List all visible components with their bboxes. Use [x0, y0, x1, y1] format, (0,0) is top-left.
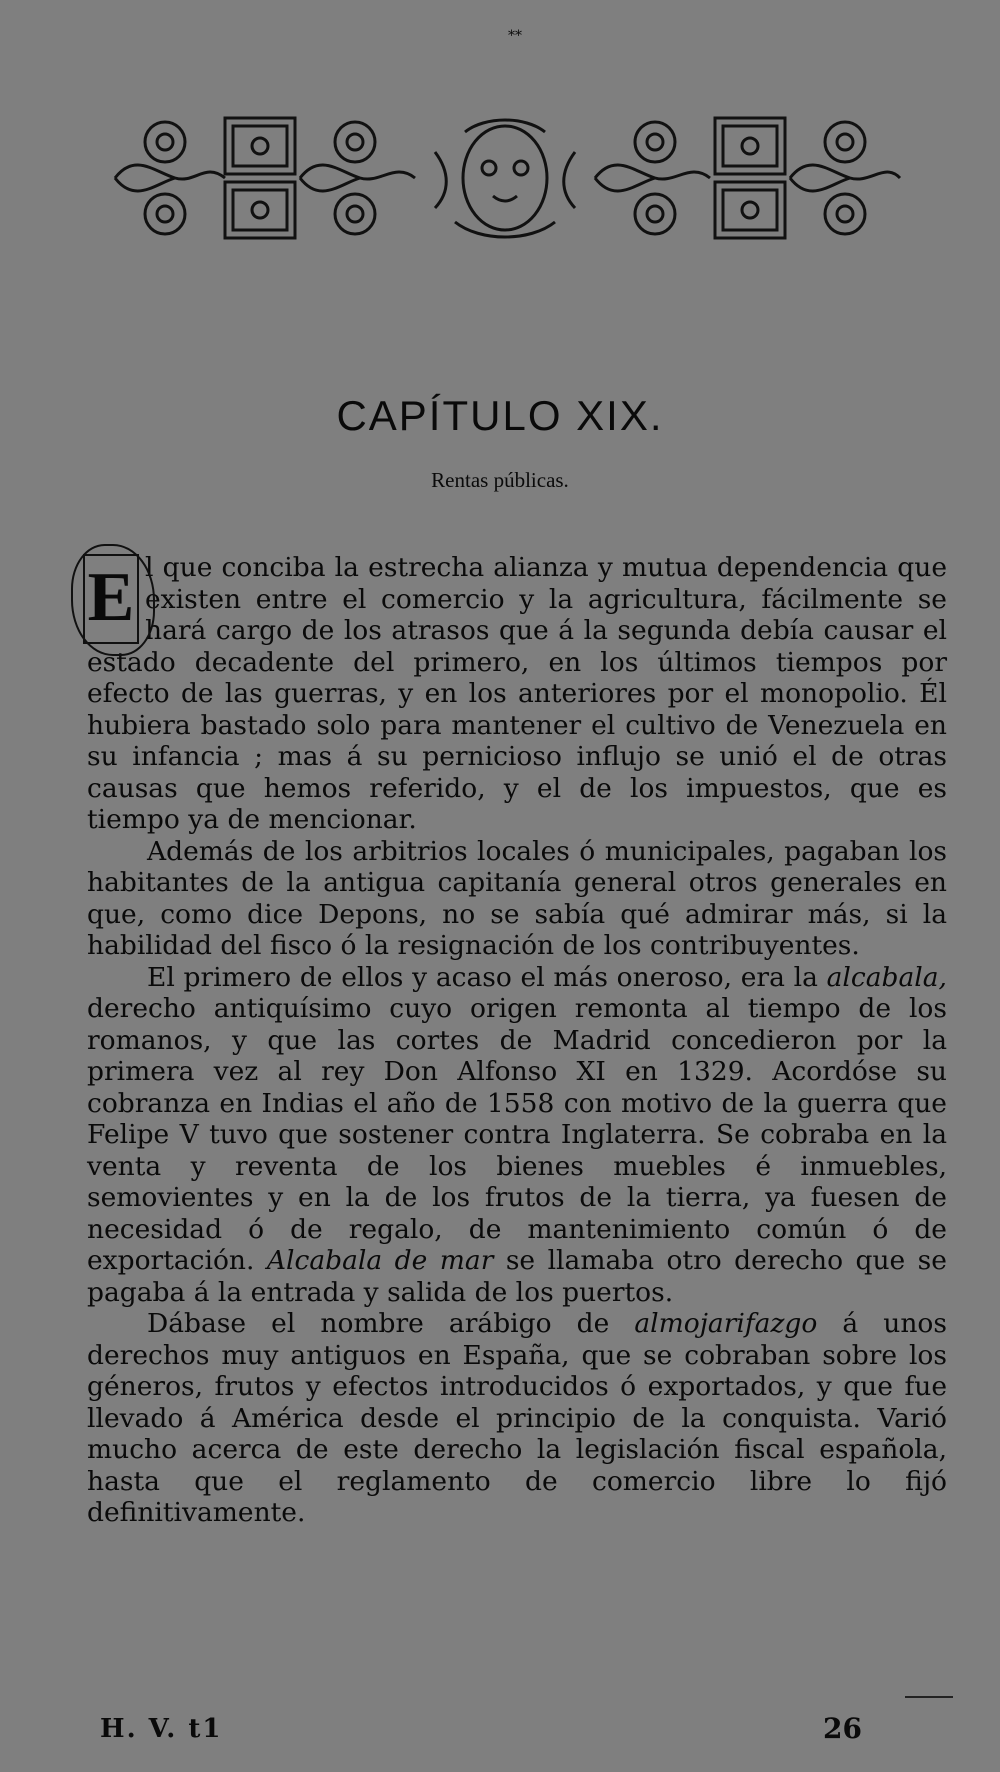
paragraph-3: [87, 962, 947, 1309]
ornamental-header-band: [105, 112, 905, 244]
paragraph-4: [87, 1308, 947, 1529]
paragraph-3-text-a: El primero de ellos y acaso el más oneroso, era la: [147, 961, 827, 993]
paragraph-3-text-b: derecho antiquísimo cuyo origen remonta al tiempo de los romanos, y que las cortes de Madrid concedieron por la primera vez al rey Don Alfonso XI en 1329. Acordóse su cobranza en Indias el año de 1558 con motivo de la guerra que Felipe V tuvo que sostener contra Inglaterra. Se cobraba en la venta y reventa de los bienes muebles é inmuebles, semovientes y en la de los frutos de la tierra, ya fuesen de necesidad ó de regalo, de mantenimiento común ó de exportación.: [87, 993, 947, 1276]
chapter-title: CAPÍTULO XIX.: [336, 392, 664, 439]
page-mark: **: [508, 28, 522, 44]
page-number: 26: [823, 1712, 862, 1745]
paragraph-1-text: l que conciba la estrecha alianza y mutua dependencia que existen entre el comercio y la agricultura, fácilmente se hará cargo de los atrasos que á la segunda debía causar el estado decadente del primero, en los últimos tiempos por efecto de las guerras, y en los anteriores por el monopolio. Él hubiera bastado solo para mantener el cultivo de Venezuela en su infancia ; mas á su pernicioso influjo se unió el de otras causas que hemos referido, y el de los impuestos, que es tiempo ya de mencionar.: [87, 552, 947, 835]
paragraph-2: Además de los arbitrios locales ó municipales, pagaban los habitantes de la antigua capitanía general otros generales en que, como dice Depons, no se sabía qué admirar más, si la habilidad del fisco ó la resignación de los contribuyentes.: [87, 835, 947, 961]
italic-term-alcabala-de-mar: Alcabala de mar: [266, 1245, 494, 1276]
footer-rule: [905, 1696, 953, 1698]
chapter-subtitle: Rentas públicas.: [431, 468, 569, 492]
paragraph-4-text-b: á unos derechos muy antiguos en España, que se cobraban sobre los géneros, frutos y efectos introducidos ó exportados, y que fue llevado á América desde el principio de la conquista. Varió mucho acerca de este derecho la legislación fiscal española, hasta que el reglamento de comercio libre lo fijó definitivamente.: [87, 1308, 947, 1528]
paragraph-3-text-c: se llamaba otro derecho que se pagaba á la entrada y salida de los puertos.: [87, 1245, 947, 1308]
paragraph-4-text-a: Dábase el nombre arábigo de: [147, 1308, 635, 1339]
paragraph-1: [87, 552, 947, 836]
italic-term-almojarifazgo: almojarifazgo: [634, 1308, 818, 1339]
footer-signature: H. V. t1: [100, 1714, 223, 1744]
dropcap-letter: E: [83, 554, 139, 644]
body-text: [87, 552, 947, 1529]
italic-term-alcabala: alcabala,: [826, 961, 947, 993]
